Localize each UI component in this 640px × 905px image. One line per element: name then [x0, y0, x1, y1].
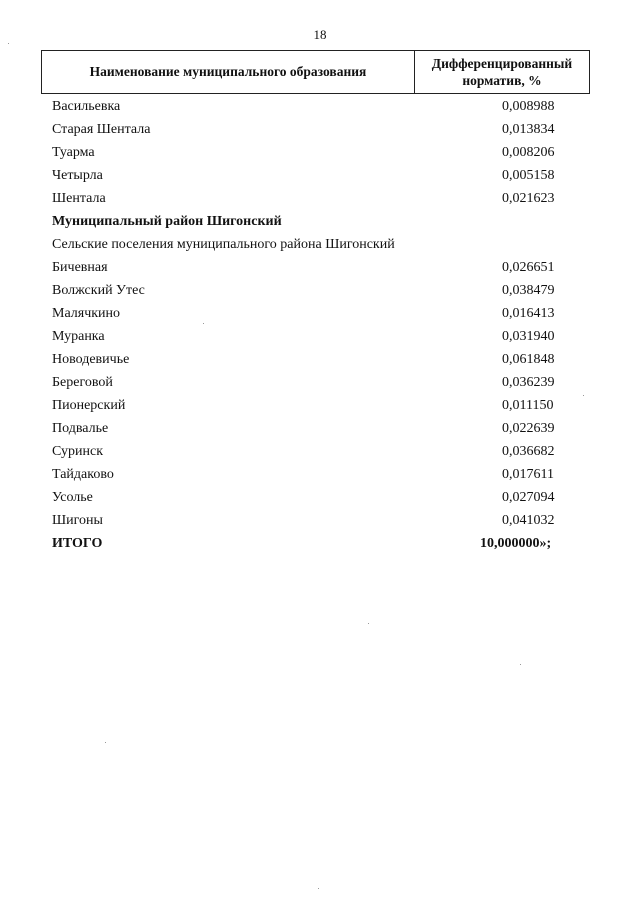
- row-value: 0,041032: [502, 512, 555, 528]
- row-name: Усолье: [52, 489, 93, 505]
- table-row: [52, 279, 592, 302]
- table-row: [52, 371, 592, 394]
- subsection-heading: Сельские поселения муниципального района Шигонский: [52, 236, 395, 252]
- row-name: Четырла: [52, 167, 103, 183]
- table-row: [52, 164, 592, 187]
- row-value: 0,017611: [502, 466, 554, 482]
- row-value: 0,005158: [502, 167, 555, 183]
- table-row: [52, 187, 592, 210]
- table-row: [52, 486, 592, 509]
- table-row: [52, 118, 592, 141]
- scan-speck: [203, 323, 204, 324]
- table-row: [52, 302, 592, 325]
- table-row: [52, 509, 592, 532]
- table-row: [52, 256, 592, 279]
- row-value: 0,021623: [502, 190, 555, 206]
- table-row: [52, 417, 592, 440]
- row-name: Пионерский: [52, 397, 126, 413]
- row-name: Суринск: [52, 443, 103, 459]
- scan-speck: [8, 43, 9, 44]
- row-value: 0,008988: [502, 98, 555, 114]
- row-name: Береговой: [52, 374, 113, 390]
- scan-speck: [583, 395, 584, 396]
- row-name: Муранка: [52, 328, 105, 344]
- row-name: Васильевка: [52, 98, 121, 114]
- scan-speck: [368, 623, 369, 624]
- table-body: [52, 95, 592, 555]
- row-value: 0,011150: [502, 397, 554, 413]
- row-name: Бичевная: [52, 259, 108, 275]
- section-heading-row: [52, 210, 592, 233]
- row-value: 0,026651: [502, 259, 555, 275]
- table-row: [52, 394, 592, 417]
- row-name: Подвалье: [52, 420, 109, 436]
- scan-speck: [520, 664, 521, 665]
- table-row: [52, 463, 592, 486]
- scan-speck: [318, 888, 319, 889]
- row-name: Тайдаково: [52, 466, 114, 482]
- row-value: 0,061848: [502, 351, 555, 367]
- table-row: [52, 348, 592, 371]
- total-value: 10,000000»;: [480, 535, 552, 551]
- table-header: [41, 50, 590, 94]
- row-name: Волжский Утес: [52, 282, 145, 298]
- row-value: 0,022639: [502, 420, 555, 436]
- row-value: 0,016413: [502, 305, 555, 321]
- total-label: ИТОГО: [52, 535, 103, 551]
- total-row: [52, 532, 592, 555]
- header-name-column: Наименование муниципального образования: [42, 51, 415, 93]
- row-value: 0,036239: [502, 374, 555, 390]
- row-name: Шигоны: [52, 512, 103, 528]
- header-value-line1: Дифференцированный: [431, 56, 573, 71]
- row-value: 0,013834: [502, 121, 555, 137]
- header-value-column: [415, 51, 589, 93]
- row-name: Старая Шентала: [52, 121, 151, 137]
- table-row: [52, 325, 592, 348]
- row-name: Туарма: [52, 144, 95, 160]
- row-value: 0,027094: [502, 489, 555, 505]
- table-row: [52, 141, 592, 164]
- table-row: [52, 440, 592, 463]
- row-name: Новодевичье: [52, 351, 130, 367]
- row-name: Шентала: [52, 190, 106, 206]
- section-heading: Муниципальный район Шигонский: [52, 213, 282, 229]
- header-value-line2: норматив, %: [462, 73, 542, 88]
- page-number: 18: [313, 27, 327, 42]
- row-value: 0,038479: [502, 282, 555, 298]
- table-row: [52, 95, 592, 118]
- row-name: Малячкино: [52, 305, 121, 321]
- row-value: 0,036682: [502, 443, 555, 459]
- scan-speck: [105, 742, 106, 743]
- subsection-row: [52, 233, 592, 256]
- row-value: 0,008206: [502, 144, 555, 160]
- row-value: 0,031940: [502, 328, 555, 344]
